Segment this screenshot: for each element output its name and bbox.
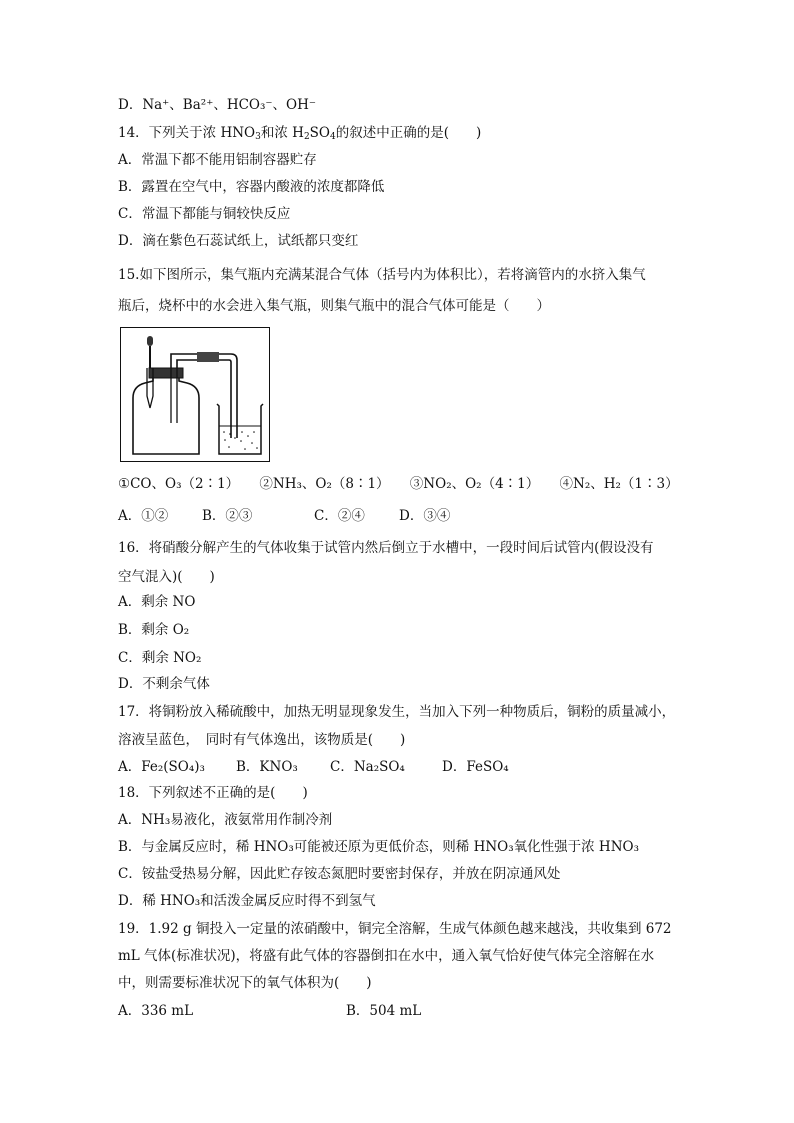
q18-stem: 18．下列叙述不正确的是( ) <box>118 785 308 801</box>
q17-option-b: B．KNO₃ <box>236 759 298 775</box>
q15-option-b: B．②③ <box>202 508 253 524</box>
q15-gas-mixtures: ①CO、O₃（2∶1） ②NH₃、O₂（8∶1） ③NO₂、O₂（4∶1） ④N₂、H₂（1∶3） <box>118 476 679 492</box>
q15-option-d: D．③④ <box>399 508 451 524</box>
q19-option-b: B．504 mL <box>346 1003 422 1019</box>
q19-stem-line1: 19．1.92 g 铜投入一定量的浓硝酸中，铜完全溶解，生成气体颜色越来越浅，共收集到 672 <box>118 921 672 937</box>
q17-stem-line2: 溶液呈蓝色， 同时有气体逸出，该物质是( ) <box>118 732 406 748</box>
q15-option-a: A．①② <box>118 508 169 524</box>
q14-option-d: D．滴在紫色石蕊试纸上，试纸都只变红 <box>118 233 359 249</box>
q18-option-a: A．NH₃易液化，液氨常用作制冷剂 <box>118 812 333 828</box>
q15-options-row <box>118 506 678 526</box>
q14-option-a: A．常温下都不能用铝制容器贮存 <box>118 152 317 168</box>
q16-stem-line2: 空气混入)( ) <box>118 569 215 585</box>
q19-options-row <box>118 1001 678 1021</box>
q15-stem-line1: 15.如下图所示，集气瓶内充满某混合气体（括号内为体积比），若将滴管内的水挤入集气 <box>118 267 646 283</box>
q14-stem-part2: 和浓 H <box>260 125 304 141</box>
q16-option-a: A．剩余 NO <box>118 594 196 610</box>
q14-stem-part4: 的叙述中正确的是( ) <box>335 125 482 141</box>
q19-option-a: A．336 mL <box>118 1003 194 1019</box>
q15-option-c: C．②④ <box>314 508 365 524</box>
q14-option-b: B．露置在空气中，容器内酸液的浓度都降低 <box>118 179 385 195</box>
q15-stem-line2: 瓶后，烧杯中的水会进入集气瓶，则集气瓶中的混合气体可能是（ ） <box>118 298 550 314</box>
q16-option-d: D．不剩余气体 <box>118 676 210 692</box>
q18-option-d: D．稀 HNO₃和活泼金属反应时得不到氢气 <box>118 893 376 909</box>
q13-option-d: D．Na⁺、Ba²⁺、HCO₃⁻、OH⁻ <box>118 97 316 113</box>
q17-options-row <box>118 757 678 777</box>
q16-option-b: B．剩余 O₂ <box>118 622 190 638</box>
q18-option-c: C．铵盐受热易分解，因此贮存铵态氮肥时要密封保存，并放在阴凉通风处 <box>118 866 561 882</box>
gas-bottle-apparatus-figure <box>120 327 270 462</box>
q14-option-c: C．常温下都能与铜较快反应 <box>118 206 291 222</box>
q14-stem <box>118 123 481 143</box>
q14-sub-2: 2 <box>303 132 310 142</box>
q14-sub-3: 3 <box>255 132 261 142</box>
q16-option-c: C．剩余 NO₂ <box>118 650 202 666</box>
q18-option-b: B．与金属反应时，稀 HNO₃可能被还原为更低价态，则稀 HNO₃氧化性强于浓 HNO₃ <box>118 839 639 855</box>
q14-stem-part3: SO <box>309 125 330 141</box>
q17-stem-line1: 17．将铜粉放入稀硫酸中，加热无明显现象发生，当加入下列一种物质后，铜粉的质量减小， <box>118 704 676 720</box>
q19-stem-line2: mL 气体(标准状况)，将盛有此气体的容器倒扣在水中，通入氧气恰好使气体完全溶解在水 <box>118 948 655 964</box>
q14-stem-part1: 14．下列关于浓 HNO <box>118 125 256 141</box>
q19-stem-line3: 中，则需要标准状况下的氧气体积为( ) <box>118 975 372 991</box>
q17-option-a: A．Fe₂(SO₄)₃ <box>118 759 205 775</box>
q16-stem-line1: 16．将硝酸分解产生的气体收集于试管内然后倒立于水槽中，一段时间后试管内(假设没有 <box>118 540 654 556</box>
apparatus-drawing <box>121 328 268 460</box>
q17-option-d: D．FeSO₄ <box>442 759 509 775</box>
q17-option-c: C．Na₂SO₄ <box>330 759 405 775</box>
q14-sub-4: 4 <box>330 132 336 142</box>
